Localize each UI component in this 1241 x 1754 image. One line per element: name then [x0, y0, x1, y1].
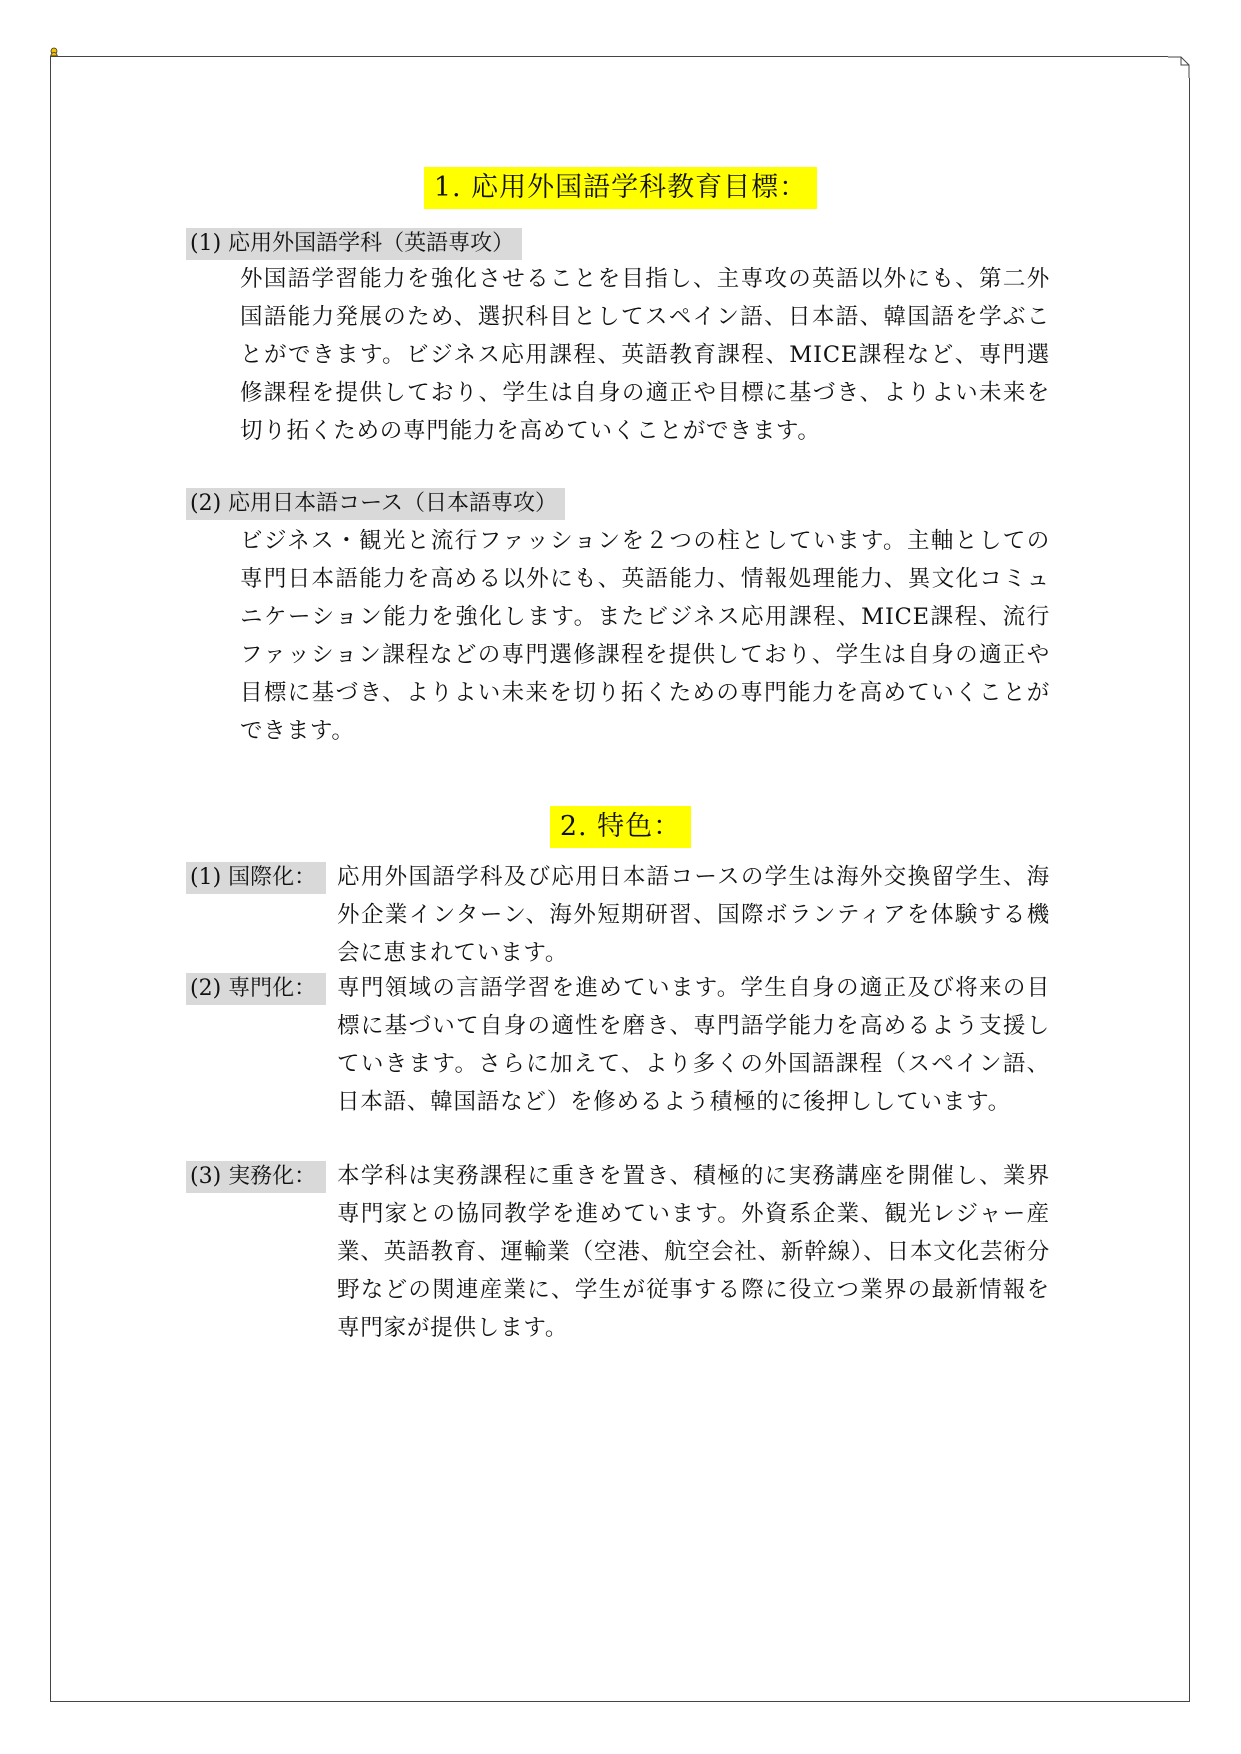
sub1-label: (1) 応用外国語学科（英語専攻）: [186, 228, 522, 260]
section2-heading-wrap: [0, 806, 1241, 848]
feature2-text: 専門領域の言語学習を進めています。学生自身の適正及び将来の目標に基づいて自身の適性を磨き、専門語学能力を高めるよう支援していきます。さらに加えて、より多くの外国語課程（スペイン語、日本語、韓国語など）を修めるよう積極的に後押ししています。: [337, 975, 1050, 1115]
sub1-paragraph: 外国語学習能力を強化させることを目指し、主専攻の英語以外にも、第二外国語能力発展のため、選択科目としてスペイン語、日本語、韓国語を学ぶことができます。ビジネス応用課程、英語教育課程、MICE課程など、専門選修課程を提供しており、学生は自身の適正や目標に基づき、よりよい未来を切り拓くための専門能力を高めていくことができます。: [240, 266, 1050, 444]
section1-heading-wrap: [0, 167, 1241, 209]
sub2-paragraph: ビジネス・観光と流行ファッションを２つの柱としています。主軸としての専門日本語能力を高める以外にも、英語能力、情報処理能力、異文化コミュニケーション能力を強化します。またビジネス応用課程、MICE課程、流行ファッション課程などの専門選修課程を提供しており、学生は自身の適正や目標に基づき、よりよい未来を切り拓くための専門能力を高めていくことができます。: [240, 528, 1050, 744]
feature1-label: (1) 国際化：: [186, 862, 326, 894]
feature1-text: 応用外国語学科及び応用日本語コースの学生は海外交換留学生、海外企業インターン、海外短期研習、国際ボランティアを体験する機会に恵まれています。: [337, 864, 1050, 966]
feature3-label: (3) 実務化：: [186, 1161, 326, 1193]
feature2-label: (2) 専門化：: [186, 973, 326, 1005]
page-corner-fold-icon: [1168, 56, 1190, 78]
section2-heading: 2. 特色：: [550, 806, 691, 848]
feature3-text: 本学科は実務課程に重きを置き、積極的に実務講座を開催し、業界専門家との協同教学を進めています。外資系企業、観光レジャー産業、英語教育、運輸業（空港、航空会社、新幹線）、日本文化芸術分野などの関連産業に、学生が従事する際に役立つ業界の最新情報を専門家が提供します。: [337, 1163, 1050, 1341]
sub2-label: (2) 応用日本語コース（日本語専攻）: [186, 488, 565, 520]
section1-heading: 1. 応用外国語学科教育目標：: [424, 167, 817, 209]
